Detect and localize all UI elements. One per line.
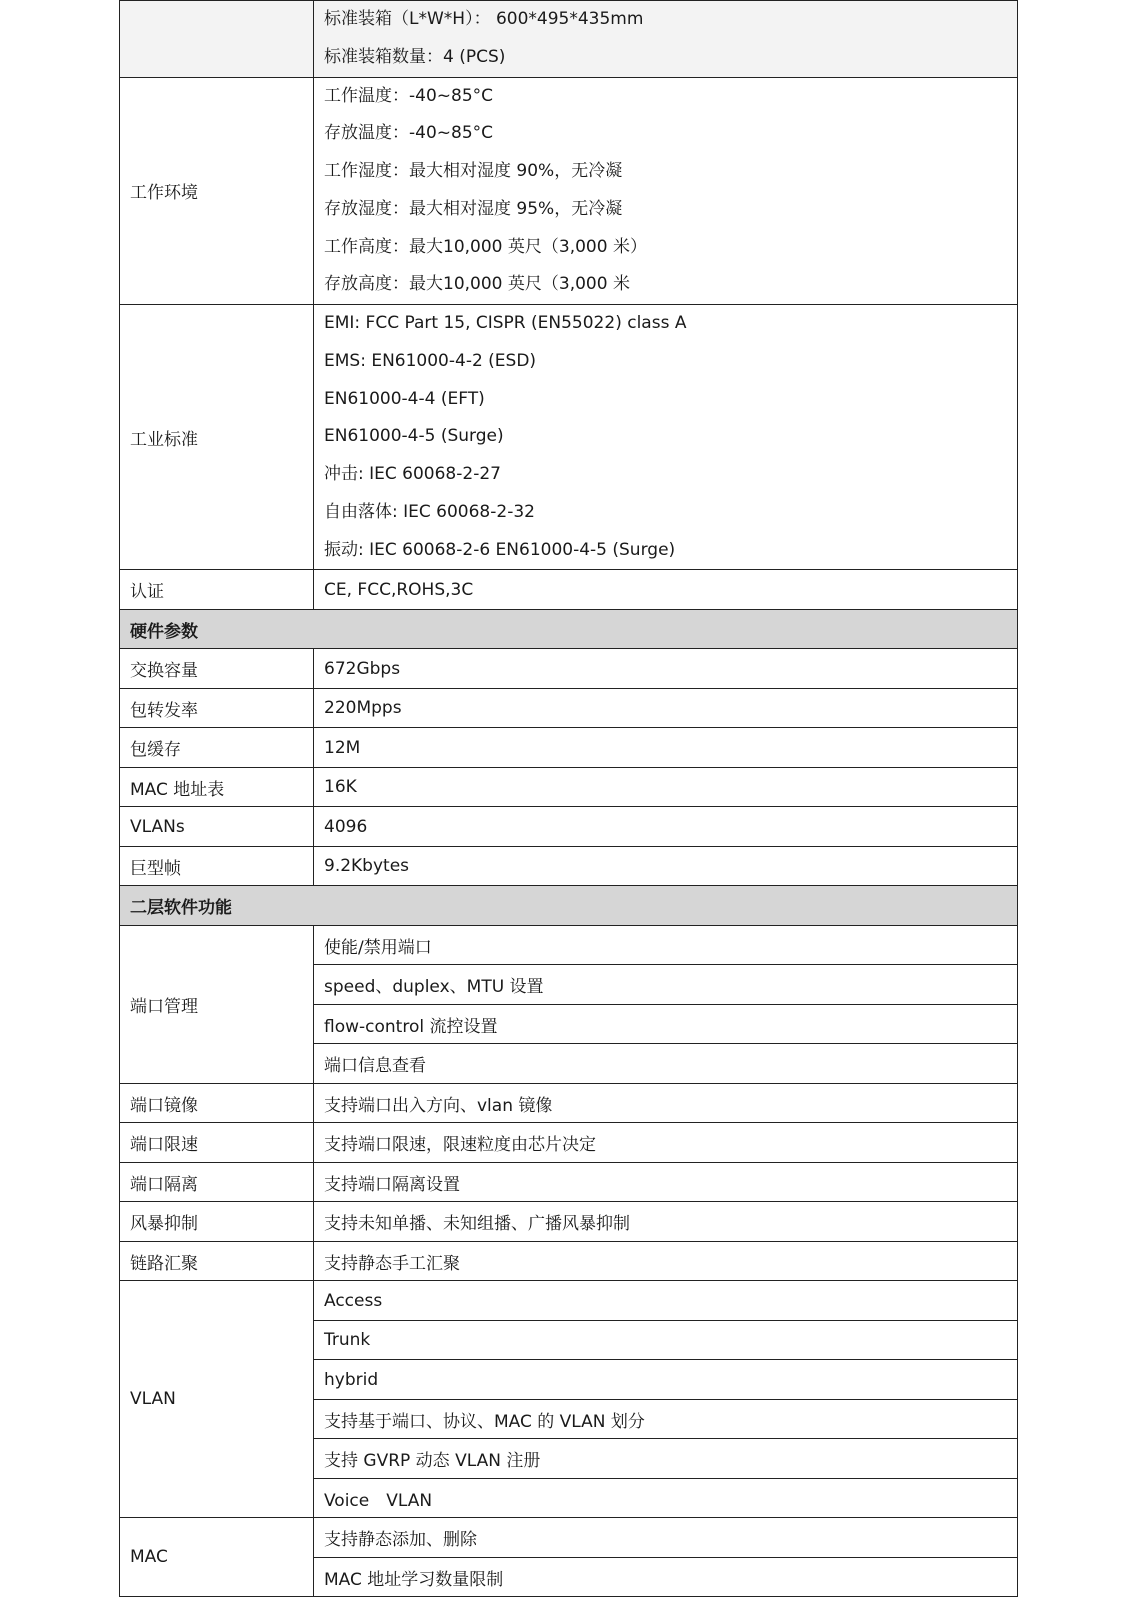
environment-values <box>314 77 1018 305</box>
table-row <box>120 925 1018 965</box>
environment-row <box>120 77 1018 305</box>
table-row <box>120 1202 1018 1242</box>
table-row <box>120 1241 1018 1281</box>
packing-line: 标准装箱数量：4 (PCS) <box>324 46 506 67</box>
hardware-section-header <box>120 609 1018 649</box>
standards-row <box>120 305 1018 570</box>
vlan-item: 支持 GVRP 动态 VLAN 注册 <box>314 1439 1018 1479</box>
table-row <box>120 1123 1018 1163</box>
hardware-value: 672Gbps <box>314 649 1018 689</box>
hardware-heading: 硬件参数 <box>120 609 1018 649</box>
table-row <box>120 846 1018 886</box>
table-row <box>120 1083 1018 1123</box>
environment-line: 存放温度：-40~85°C <box>324 123 494 144</box>
l2-label: 端口隔离 <box>120 1162 314 1202</box>
vlan-item: Voice VLAN <box>314 1478 1018 1518</box>
l2-section-header <box>120 886 1018 926</box>
l2-value: 支持端口出入方向、vlan 镜像 <box>314 1083 1018 1123</box>
standards-line: EMS: EN61000-4-2 (ESD) <box>324 350 537 371</box>
table-row <box>120 767 1018 807</box>
l2-heading: 二层软件功能 <box>120 886 1018 926</box>
packing-label <box>120 1 314 78</box>
vlan-item: Access <box>314 1281 1018 1321</box>
packing-row <box>120 1 1018 78</box>
hardware-label: 包转发率 <box>120 688 314 728</box>
table-row <box>120 649 1018 689</box>
certification-value: CE, FCC,ROHS,3C <box>314 570 1018 610</box>
vlan-item: 支持基于端口、协议、MAC 的 VLAN 划分 <box>314 1399 1018 1439</box>
standards-line: EMI: FCC Part 15, CISPR (EN55022) class A <box>324 313 687 333</box>
l2-label: 风暴抑制 <box>120 1202 314 1242</box>
port-mgmt-item: flow-control 流控设置 <box>314 1004 1018 1044</box>
environment-line: 工作湿度：最大相对湿度 90%，无冷凝 <box>324 161 623 181</box>
packing-values <box>314 1 1018 78</box>
hardware-label: MAC 地址表 <box>120 767 314 807</box>
environment-line: 存放湿度：最大相对湿度 95%，无冷凝 <box>324 198 623 219</box>
environment-line: 存放高度：最大10,000 英尺（3,000 米 <box>324 274 630 295</box>
hardware-label: 交换容量 <box>120 649 314 689</box>
table-row <box>120 1162 1018 1202</box>
environment-line: 工作高度：最大10,000 英尺（3,000 米） <box>324 236 647 257</box>
standards-label: 工业标准 <box>120 305 314 570</box>
hardware-value: 220Mpps <box>314 688 1018 728</box>
vlan-label: VLAN <box>120 1281 314 1518</box>
l2-label: 链路汇聚 <box>120 1241 314 1281</box>
standards-line: 振动: IEC 60068-2-6 EN61000-4-5 (Surge) <box>324 539 676 560</box>
environment-line: 工作温度：-40~85°C <box>324 85 494 106</box>
standards-line: 自由落体: IEC 60068-2-32 <box>324 501 535 522</box>
standards-values <box>314 305 1018 570</box>
l2-label: 端口镜像 <box>120 1083 314 1123</box>
mac-label: MAC <box>120 1518 314 1597</box>
hardware-value: 4096 <box>314 807 1018 847</box>
hardware-value: 9.2Kbytes <box>314 846 1018 886</box>
table-row <box>120 728 1018 768</box>
packing-line: 标准装箱（L*W*H）： 600*495*435mm <box>324 9 644 29</box>
l2-value: 支持端口限速，限速粒度由芯片决定 <box>314 1123 1018 1163</box>
environment-label: 工作环境 <box>120 77 314 305</box>
standards-line: EN61000-4-4 (EFT) <box>324 388 485 409</box>
port-mgmt-item: 使能/禁用端口 <box>314 925 1018 965</box>
hardware-label: 巨型帧 <box>120 846 314 886</box>
hardware-value: 12M <box>314 728 1018 768</box>
mac-item: 支持静态添加、删除 <box>314 1518 1018 1558</box>
table-row <box>120 807 1018 847</box>
table-row <box>120 1281 1018 1321</box>
port-mgmt-item: speed、duplex、MTU 设置 <box>314 965 1018 1005</box>
standards-line: EN61000-4-5 (Surge) <box>324 426 504 447</box>
vlan-item: Trunk <box>314 1320 1018 1360</box>
table-row <box>120 688 1018 728</box>
hardware-label: VLANs <box>120 807 314 847</box>
vlan-item: hybrid <box>314 1360 1018 1400</box>
l2-value: 支持端口隔离设置 <box>314 1162 1018 1202</box>
port-mgmt-item: 端口信息查看 <box>314 1044 1018 1084</box>
standards-line: 冲击: IEC 60068-2-27 <box>324 464 501 484</box>
port-mgmt-label: 端口管理 <box>120 925 314 1083</box>
hardware-value: 16K <box>314 767 1018 807</box>
certification-row <box>120 570 1018 610</box>
hardware-label: 包缓存 <box>120 728 314 768</box>
l2-value: 支持静态手工汇聚 <box>314 1241 1018 1281</box>
mac-item: MAC 地址学习数量限制 <box>314 1557 1018 1597</box>
spec-table <box>119 0 1018 1597</box>
l2-value: 支持未知单播、未知组播、广播风暴抑制 <box>314 1202 1018 1242</box>
l2-label: 端口限速 <box>120 1123 314 1163</box>
certification-label: 认证 <box>120 570 314 610</box>
table-row <box>120 1518 1018 1558</box>
